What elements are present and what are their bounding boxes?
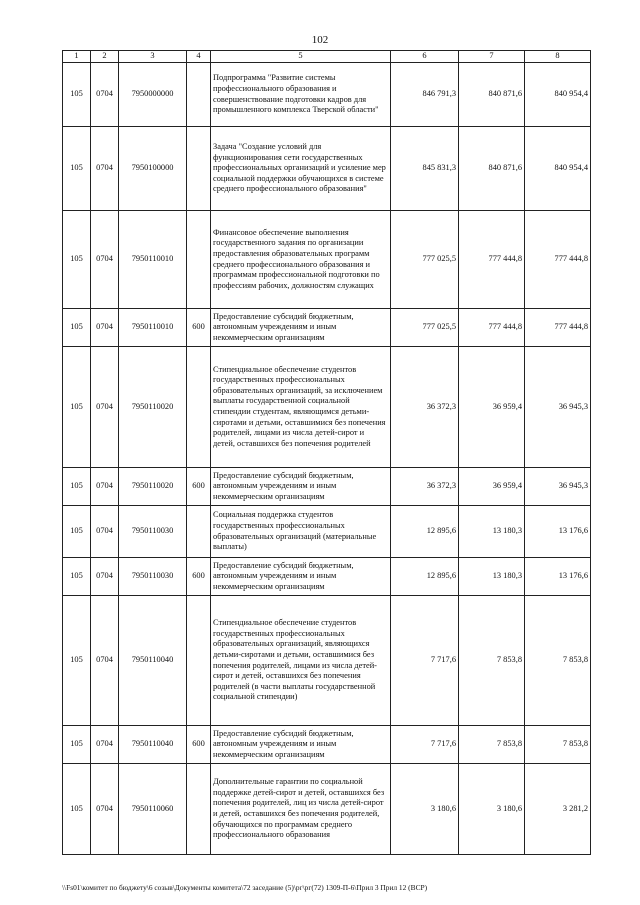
cell-chapter-code: 105	[63, 309, 91, 347]
cell-description: Предоставление субсидий бюджетным, автономным учреждениям и иным некоммерческим организациям	[211, 468, 391, 506]
cell-amount-col7: 36 959,4	[459, 347, 525, 468]
cell-amount-col7: 840 871,6	[459, 63, 525, 127]
table-row	[63, 211, 591, 309]
cell-amount-col6: 7 717,6	[391, 596, 459, 726]
cell-chapter-code: 105	[63, 596, 91, 726]
cell-amount-col7: 3 180,6	[459, 764, 525, 855]
table-row	[63, 347, 591, 468]
cell-amount-col7: 777 444,8	[459, 211, 525, 309]
cell-expense-type: 600	[187, 726, 211, 764]
cell-amount-col6: 36 372,3	[391, 468, 459, 506]
cell-expense-type	[187, 347, 211, 468]
table-row	[63, 63, 591, 127]
cell-amount-col8: 777 444,8	[525, 211, 591, 309]
cell-chapter-code: 105	[63, 211, 91, 309]
cell-section-code: 0704	[91, 211, 119, 309]
cell-expense-type	[187, 127, 211, 211]
cell-expense-type	[187, 506, 211, 558]
cell-amount-col7: 7 853,8	[459, 596, 525, 726]
cell-description: Подпрограмма "Развитие системы профессионального образования и совершенствование подготовки кадров для промышленного комплекса Тверской области"	[211, 63, 391, 127]
cell-chapter-code: 105	[63, 558, 91, 596]
cell-amount-col8: 13 176,6	[525, 506, 591, 558]
cell-section-code: 0704	[91, 63, 119, 127]
budget-table	[62, 50, 591, 855]
cell-amount-col6: 846 791,3	[391, 63, 459, 127]
cell-description: Социальная поддержка студентов государственных профессиональных образовательных организаций (материальные выплаты)	[211, 506, 391, 558]
cell-expense-type	[187, 211, 211, 309]
cell-target-article: 7950110020	[119, 347, 187, 468]
column-header: 3	[119, 51, 187, 63]
cell-section-code: 0704	[91, 347, 119, 468]
cell-expense-type: 600	[187, 309, 211, 347]
cell-description: Предоставление субсидий бюджетным, автономным учреждениям и иным некоммерческим организациям	[211, 558, 391, 596]
cell-description: Задача "Создание условий для функционирования сети государственных профессиональных организаций и усиление мер социальной поддержки обучающихся в системе среднего профессионального образования"	[211, 127, 391, 211]
cell-amount-col8: 840 954,4	[525, 127, 591, 211]
cell-target-article: 7950110030	[119, 506, 187, 558]
cell-chapter-code: 105	[63, 347, 91, 468]
cell-amount-col6: 12 895,6	[391, 558, 459, 596]
cell-target-article: 7950110020	[119, 468, 187, 506]
column-header: 4	[187, 51, 211, 63]
cell-amount-col8: 36 945,3	[525, 347, 591, 468]
cell-chapter-code: 105	[63, 127, 91, 211]
cell-amount-col6: 3 180,6	[391, 764, 459, 855]
cell-expense-type	[187, 596, 211, 726]
column-header: 7	[459, 51, 525, 63]
cell-section-code: 0704	[91, 127, 119, 211]
cell-description: Финансовое обеспечение выполнения государственного задания по организации предоставления образовательных программ среднего профессионального образования и программам профессиональной подготовки по профессиям рабочих, должностям служащих	[211, 211, 391, 309]
cell-target-article: 7950110040	[119, 726, 187, 764]
cell-target-article: 7950110010	[119, 211, 187, 309]
cell-section-code: 0704	[91, 726, 119, 764]
cell-expense-type	[187, 764, 211, 855]
cell-target-article: 7950100000	[119, 127, 187, 211]
cell-section-code: 0704	[91, 558, 119, 596]
cell-description: Предоставление субсидий бюджетным, автономным учреждениям и иным некоммерческим организациям	[211, 726, 391, 764]
cell-section-code: 0704	[91, 596, 119, 726]
table-row	[63, 468, 591, 506]
cell-amount-col6: 12 895,6	[391, 506, 459, 558]
cell-amount-col8: 36 945,3	[525, 468, 591, 506]
cell-target-article: 7950110030	[119, 558, 187, 596]
cell-amount-col7: 13 180,3	[459, 558, 525, 596]
cell-amount-col6: 845 831,3	[391, 127, 459, 211]
cell-target-article: 7950110040	[119, 596, 187, 726]
cell-chapter-code: 105	[63, 726, 91, 764]
cell-description: Стипендиальное обеспечение студентов государственных профессиональных образовательных организаций, являющихся детьми-сиротами и детьми, оставшимися без попечения родителей, лицами из числа детей-сирот и детей, оставшихся без попечения родителей (в части выплаты государственной социальной стипендии)	[211, 596, 391, 726]
table-row	[63, 309, 591, 347]
table-row	[63, 558, 591, 596]
cell-amount-col6: 36 372,3	[391, 347, 459, 468]
cell-section-code: 0704	[91, 506, 119, 558]
table-row	[63, 127, 591, 211]
column-header: 6	[391, 51, 459, 63]
cell-amount-col8: 7 853,8	[525, 596, 591, 726]
cell-amount-col6: 777 025,5	[391, 309, 459, 347]
cell-chapter-code: 105	[63, 506, 91, 558]
cell-amount-col7: 840 871,6	[459, 127, 525, 211]
cell-amount-col8: 3 281,2	[525, 764, 591, 855]
cell-section-code: 0704	[91, 764, 119, 855]
cell-expense-type	[187, 63, 211, 127]
table-row	[63, 764, 591, 855]
cell-expense-type: 600	[187, 558, 211, 596]
cell-chapter-code: 105	[63, 63, 91, 127]
cell-description: Дополнительные гарантии по социальной поддержке детей-сирот и детей, оставшихся без попечения родителей, лиц из числа детей-сирот и детей, оставшихся без попечения родителей, обучающихся по программам среднего профессионального образования	[211, 764, 391, 855]
cell-amount-col8: 840 954,4	[525, 63, 591, 127]
page-number: 102	[311, 34, 329, 46]
cell-amount-col7: 13 180,3	[459, 506, 525, 558]
column-header: 1	[63, 51, 91, 63]
cell-amount-col7: 36 959,4	[459, 468, 525, 506]
column-header: 2	[91, 51, 119, 63]
cell-section-code: 0704	[91, 309, 119, 347]
cell-target-article: 7950110060	[119, 764, 187, 855]
cell-chapter-code: 105	[63, 468, 91, 506]
header-row	[63, 51, 591, 63]
cell-amount-col6: 777 025,5	[391, 211, 459, 309]
cell-chapter-code: 105	[63, 764, 91, 855]
table-row	[63, 506, 591, 558]
cell-target-article: 7950110010	[119, 309, 187, 347]
column-header: 8	[525, 51, 591, 63]
cell-amount-col6: 7 717,6	[391, 726, 459, 764]
cell-expense-type: 600	[187, 468, 211, 506]
cell-amount-col8: 777 444,8	[525, 309, 591, 347]
cell-amount-col7: 777 444,8	[459, 309, 525, 347]
column-header: 5	[211, 51, 391, 63]
table-row	[63, 596, 591, 726]
table-row	[63, 726, 591, 764]
cell-amount-col8: 13 176,6	[525, 558, 591, 596]
cell-description: Предоставление субсидий бюджетным, автономным учреждениям и иным некоммерческим организациям	[211, 309, 391, 347]
cell-description: Стипендиальное обеспечение студентов государственных профессиональных образовательных организаций, за исключением выплаты государственной социальной стипендии студентам, являющимся детьми-сиротами и детьми, оставшимися без попечения родителей, лицами из числа детей-сирот и детей, оставшихся без попечения родителей	[211, 347, 391, 468]
file-path-footer: \\Fs01\комитет по бюджету\6 созыв\Документы комитета\72 заседание (5)\рг\рг(72) 1309-П-6\Прил 3 Прил 12 (ВСР)	[62, 883, 428, 892]
cell-section-code: 0704	[91, 468, 119, 506]
cell-amount-col8: 7 853,8	[525, 726, 591, 764]
cell-amount-col7: 7 853,8	[459, 726, 525, 764]
cell-target-article: 7950000000	[119, 63, 187, 127]
